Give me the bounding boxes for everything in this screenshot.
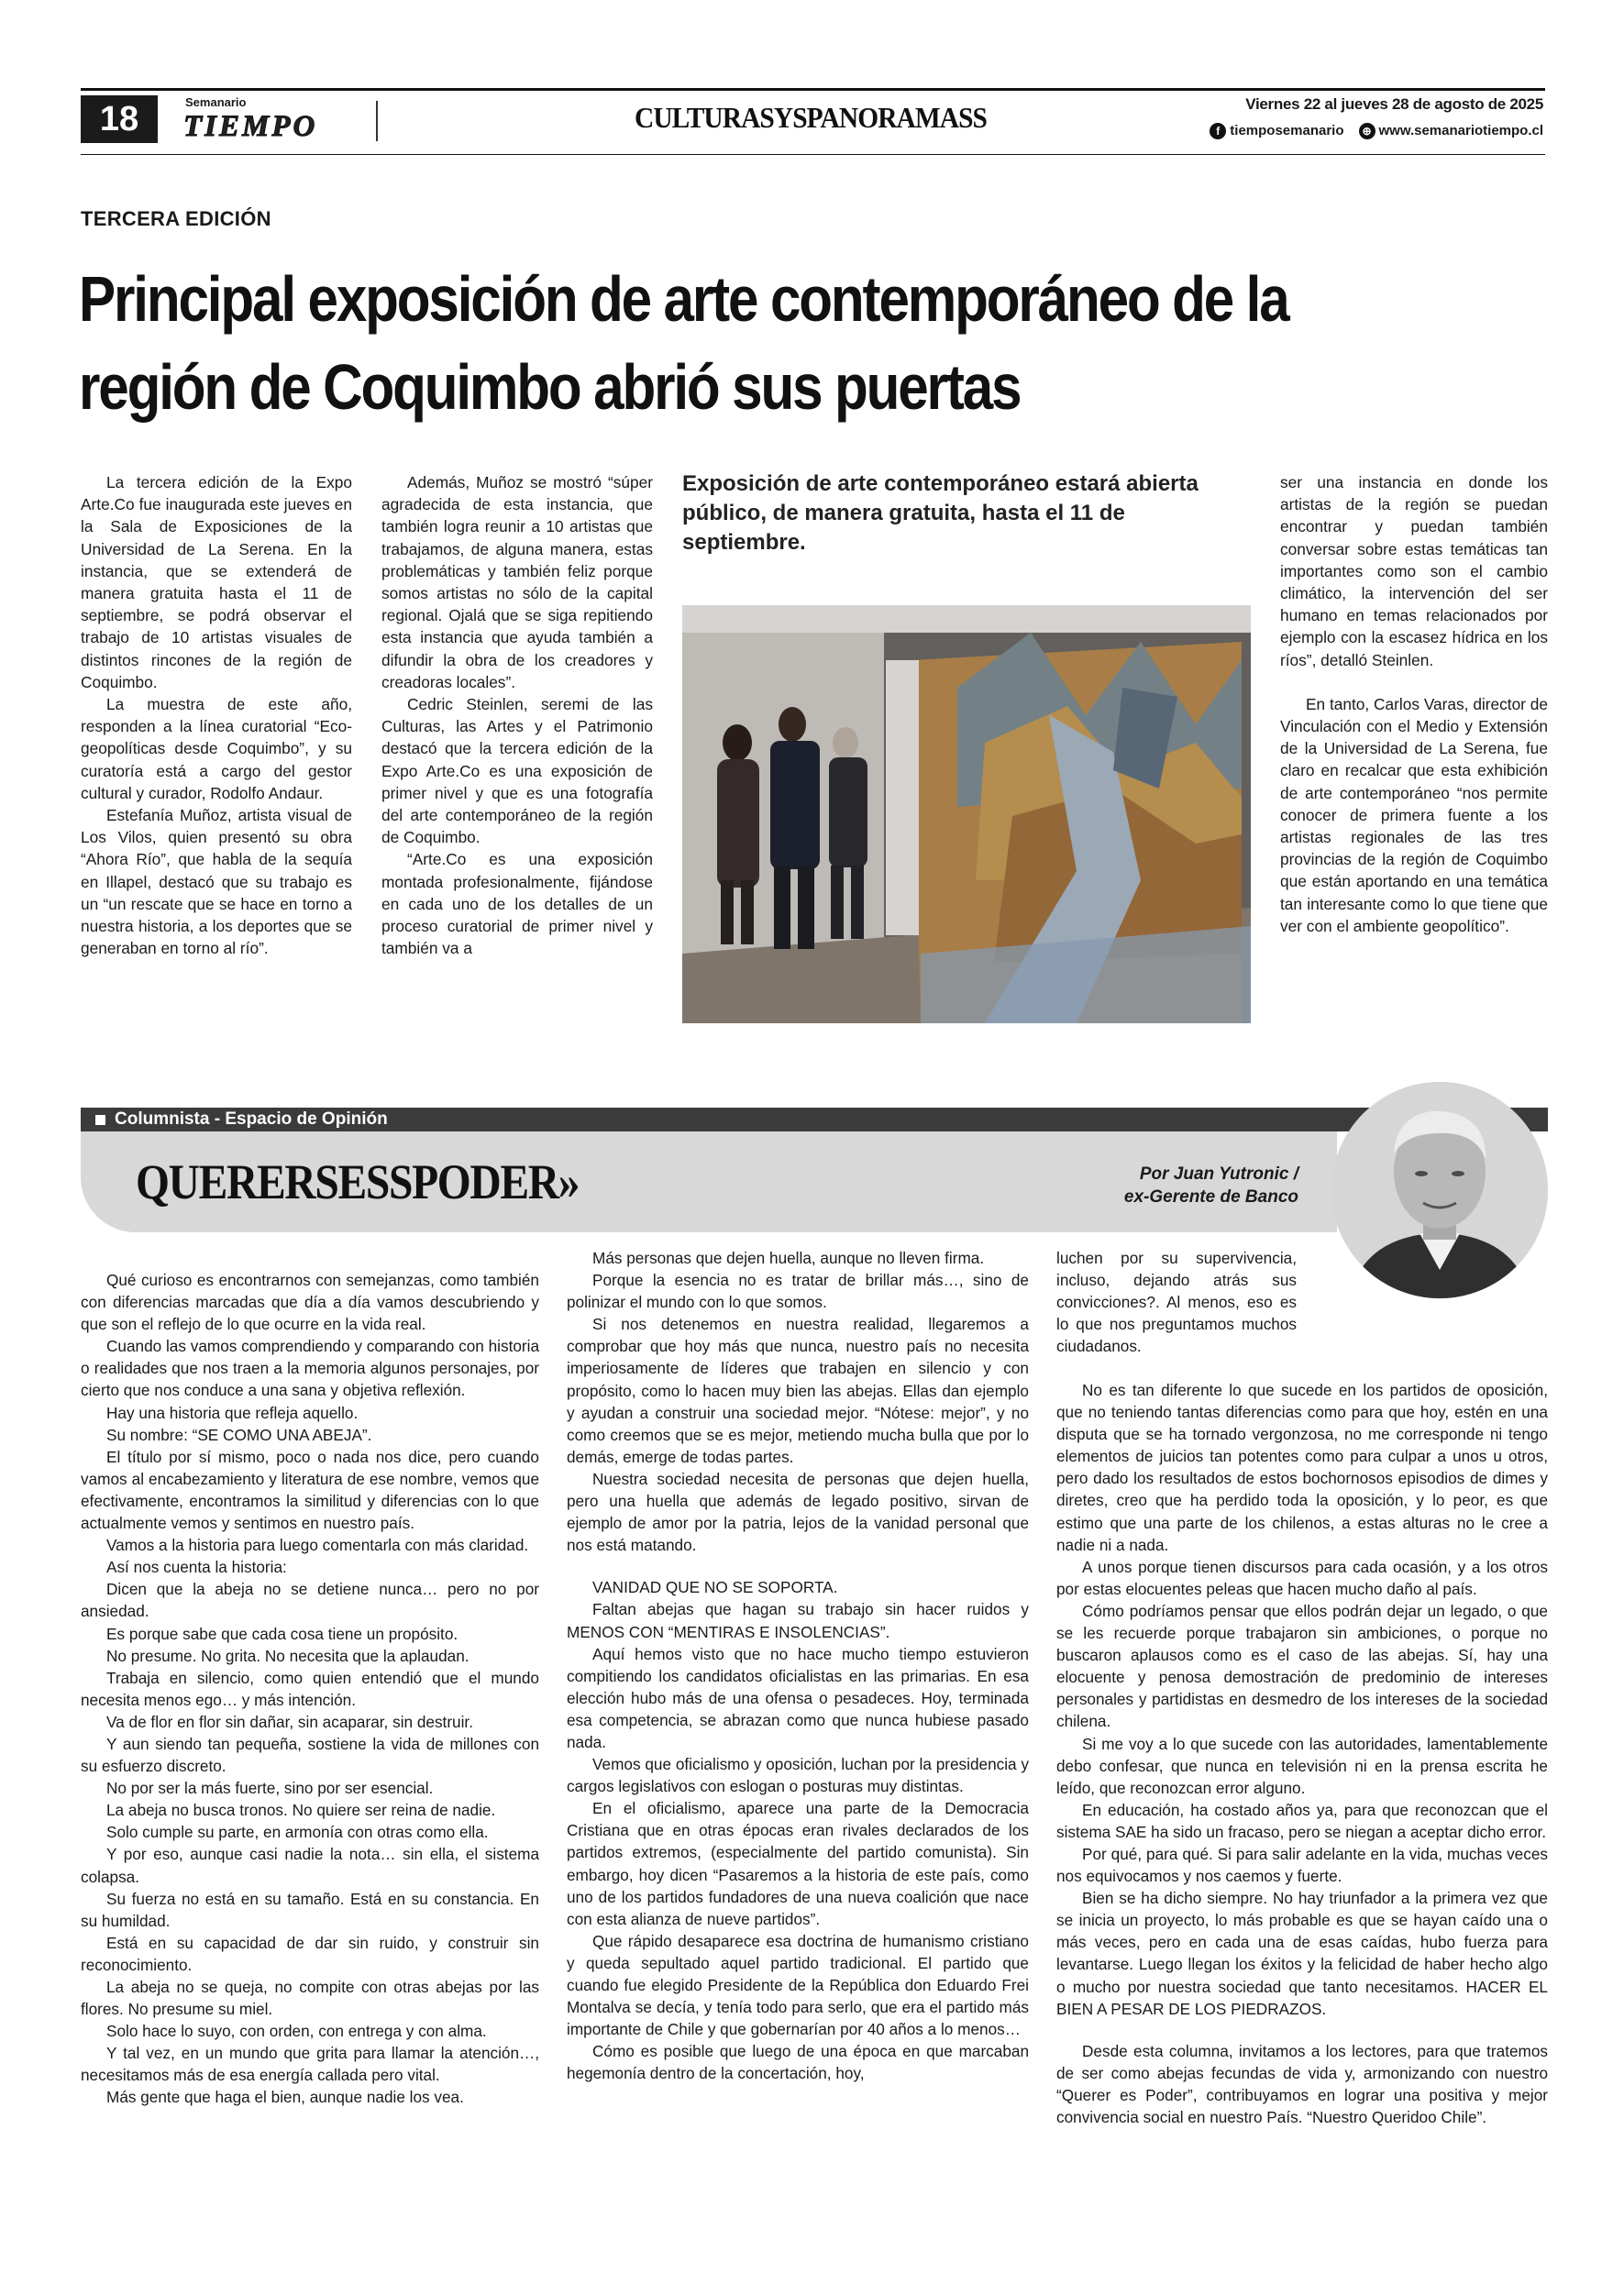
exhibition-photo-illustration (682, 605, 1251, 1023)
opinion-paragraph: No por ser la más fuerte, sino por ser esencial. (106, 1779, 434, 1798)
article-paragraph: Cedric Steinlen, seremi de las Culturas, las Artes y el Patrimonio destacó que la tercera edición de la Expo Arte.Co es una exposición de primer nivel y que es una fotografía del arte contemporáneo de la región de Coquimbo. (381, 695, 653, 847)
header-top-rule (81, 88, 1545, 91)
opinion-paragraph: Aquí hemos visto que no hace mucho tiempo estuvieron compitiendo los candidatos oficialistas en las primarias. En esa elección hubo más de una ofensa o pesadeces. Hoy, terminada esa competencia, se abrazan como que nunca hubiese pasado nada. (567, 1644, 1029, 1751)
page-number: 18 (81, 95, 158, 143)
opinion-paragraph: Vamos a la historia para luego comentarla con más claridad. (106, 1536, 529, 1555)
article-paragraph: La muestra de este año, responden a la línea curatorial “Eco-geopolíticas desde Coquimbo”, y su curatoría está a cargo del gestor cultural y curador, Rodolfo Andaur. (81, 695, 352, 802)
opinion-paragraph: Desde esta columna, invitamos a los lectores, para que tratemos de ser como abejas fecundas de vida y, armonizando con nuestro “Querer es Poder”, contribuyamos en lograr una positiva y mejor convivencia social en nuestro País. “Nuestro Queridoo Chile”. (1056, 2041, 1548, 2126)
opinion-band-label (95, 1109, 388, 1130)
opinion-paragraph: No presume. No grita. No necesita que la aplaudan. (106, 1646, 470, 1665)
facebook-link[interactable] (1210, 123, 1343, 139)
publication-logo (180, 95, 380, 145)
logo-main-text: TIEMPO (183, 110, 318, 143)
article-paragraph: ser una instancia en donde los artistas de la región se puedan encontrar y puedan también conversar sobre estas temáticas tan importantes como son el cambio climático, la intervención del ser humano en temas relacionados por ejemplo con la escasez hídrica en los ríos”, detalló Steinlen. (1280, 473, 1548, 669)
opinion-paragraph: Hay una historia que refleja aquello. (106, 1403, 359, 1422)
article-deck: Exposición de arte contemporáneo estará abierta público, de manera gratuita, hasta el 11 de septiembre. (682, 471, 1199, 555)
article-headline: Principal exposición de arte contemporáneo de la región de Coquimbo abrió sus puertas (79, 263, 1288, 423)
column-title: QUERERSESSPODER» (136, 1154, 580, 1209)
opinion-paragraph: Su fuerza no está en su tamaño. Está en su constancia. En su humildad. (81, 1889, 539, 1930)
opinion-paragraph: Cómo es posible que luego de una época en que marcaban hegemonía dentro de la concertación, hoy, (567, 2042, 1029, 2083)
article-paragraph: La tercera edición de la Expo Arte.Co fue inaugurada este jueves en la Sala de Exposiciones de la Universidad de La Serena. En la instancia, que se extenderá de manera gratuita hasta el 11 de septiembre, se podrá observar el trabajo de 10 artistas visuales de distintos rincones de la región de Coquimbo. (81, 473, 352, 691)
article-paragraph: Además, Muñoz se mostró “súper agradecida de esta instancia, que también logra reunir a 10 artistas que trabajamos, de alguna manera, estas problemáticas y también feliz porque somos artistas no sólo de la capital regional. Ojalá que se siga repitiendo esta instancia que ayuda también a difundir la obra de los creadores y creadoras locales”. (381, 473, 653, 691)
opinion-paragraph: Su nombre: “SE COMO UNA ABEJA”. (106, 1425, 372, 1444)
opinion-subheading: VANIDAD QUE NO SE SOPORTA. (592, 1578, 838, 1597)
opinion-paragraph: Bien se ha dicho siempre. No hay triunfador a la primera vez que se inicia un proyecto, lo más probable es que se hayan caído una o más veces, pero en cada una de esas caídas, hubo fuerza para levantarse. Luego llegan los éxitos y la felicidad de haber hecho algo o mucho por nuestra sociedad que tanto necesitamos. HACER EL BIEN A PESAR DE LOS PIEDRAZOS. (1056, 1889, 1548, 2018)
opinion-paragraph: Cómo podríamos pensar que ellos podrán dejar un legado, o que se les recuerde porque trabajaron sin ambiciones, o porque no buscaron aplausos como es el caso de las abejas. Sí, hay una elocuente y penosa demostración de predominio de intereses personales y partidistas en desmedro de los intereses de la sociedad chilena. (1056, 1601, 1548, 1731)
globe-icon: ⊕ (1359, 123, 1375, 139)
website-url: www.semanariotiempo.cl (1378, 123, 1543, 138)
opinion-paragraph: Faltan abejas que hagan su trabajo sin hacer ruidos y MENOS CON “MENTIRAS E INSOLENCIAS”. (567, 1600, 1029, 1641)
opinion-paragraph: Es porque sabe que cada cosa tiene un propósito. (106, 1624, 458, 1643)
opinion-paragraph: Más gente que haga el bien, aunque nadie los vea. (106, 2088, 464, 2107)
author-portrait (1331, 1082, 1548, 1298)
opinion-paragraph: Dicen que la abeja no se detiene nunca… pero no por ansiedad. (81, 1580, 539, 1621)
article-paragraph: En tanto, Carlos Varas, director de Vinculación con el Medio y Extensión de la Universidad de La Serena, fue claro en recalcar que esta exhibición de arte contemporáneo “nos permite conocer de primera fuente a los artistas regionales de las tres provincias de la región de Coquimbo que están aportando en una temática tan interesante como lo que tiene que ver con el ambiente geopolítico”. (1280, 694, 1548, 935)
byline-author: Por Juan Yutronic / (1139, 1164, 1298, 1184)
article-column-4 (1280, 471, 1548, 937)
article-paragraph: “Arte.Co es una exposición montada profesionalmente, fijándose en cada uno de los detalles de un proceso curatorial de primer nivel y también va a (381, 850, 653, 958)
logo-small-text: Semanario (185, 95, 247, 109)
opinion-paragraph: Por qué, para qué. Si para salir adelante en la vida, muchas veces nos equivocamos y nos caemos y fuerte. (1056, 1844, 1548, 1886)
opinion-paragraph: Y por eso, aunque casi nadie la nota… sin ella, el sistema colapsa. (81, 1845, 539, 1886)
logo-divider (376, 101, 378, 141)
opinion-paragraph: luchen por su supervivencia, incluso, dejando atrás sus convicciones?. Al menos, eso es lo que nos preguntamos muchos ciudadanos. (1056, 1249, 1297, 1356)
opinion-paragraph: Solo hace lo suyo, con orden, con entrega y con alma. (106, 2022, 487, 2041)
opinion-paragraph: Nuestra sociedad necesita de personas que dejen huella, pero una huella que además de legado positivo, sirvan de ejemplo de amor por la patria, lejos de la vanidad personal que nos está matando. (567, 1469, 1029, 1555)
section-title: CULTURASYSPANORAMASS (635, 101, 988, 134)
opinion-paragraph: En educación, ha costado años ya, para que reconozcan que el sistema SAE ha sido un fracaso, pero se niegan a aceptar dicho error. (1056, 1800, 1548, 1841)
website-link[interactable] (1359, 123, 1544, 139)
opinion-paragraph: Está en su capacidad de dar sin ruido, y construir sin reconocimiento. (81, 1933, 539, 1974)
opinion-paragraph: La abeja no busca tronos. No quiere ser reina de nadie. (106, 1801, 496, 1820)
opinion-paragraph: Si nos detenemos en nuestra realidad, llegaremos a comprobar que hoy más que nunca, nuestro país no necesita imperiosamente de líderes que trabajen en silencio y con propósito, como lo hacen muy bien las abejas. Ellas dan ejemplo y ayudan a construir una sociedad mejor. “Nótese: mejor”, y no como creemos que se es mejor, metiendo mucha bulla que por lo demás, emerge de todas partes. (567, 1315, 1029, 1466)
opinion-paragraph: La abeja no se queja, no compite con otras abejas por las flores. No presume su miel. (81, 1978, 539, 2019)
opinion-column-2 (567, 1247, 1029, 2084)
opinion-paragraph: Porque la esencia no es tratar de brillar más…, sino de polinizar el mundo con lo que somos. (567, 1271, 1029, 1312)
opinion-paragraph: Va de flor en flor sin dañar, sin acaparar, sin destruir. (106, 1712, 473, 1731)
author-portrait-illustration (1331, 1082, 1548, 1298)
opinion-paragraph: Si me voy a lo que sucede con las autoridades, lamentablemente debo confesar, que nunca en televisión ni en la prensa escrita he leído, que reconozcan error alguno. (1056, 1734, 1548, 1797)
opinion-paragraph: El título por sí mismo, poco o nada nos dice, pero cuando vamos al encabezamiento y literatura de ese nombre, vemos que efectivamente, encontramos la similitud y diferencias con lo que actualmente vemos y sentimos en nuestro país. (81, 1447, 539, 1533)
article-column-2 (381, 471, 653, 959)
opinion-column-3 (1056, 1379, 1548, 2128)
opinion-paragraph: Cuando las vamos comprendiendo y comparando con historia o realidades que nos traen a la memoria algunos personajes, por cierto que nos conduce a una sana y objetiva reflexión. (81, 1337, 539, 1400)
opinion-paragraph: Trabaja en silencio, como quien entendió que el mundo necesita menos ego… y más intención. (81, 1668, 539, 1709)
article-kicker: TERCERA EDICIÓN (81, 207, 271, 230)
opinion-paragraph: Que rápido desaparece esa doctrina de humanismo cristiano y queda sepultado aquel partido tradicional. El partido que cuando fue elegido Presidente de la República don Eduardo Frei Montalva se decía, y tenía todo para serlo, que era el partido más importante de Chile y que gobernarían por 40 años a lo menos… (567, 1931, 1029, 2039)
opinion-band-text: Columnista - Espacio de Opinión (115, 1109, 388, 1129)
facebook-icon: f (1210, 123, 1226, 139)
article-column-1 (81, 471, 352, 959)
square-bullet-icon (95, 1115, 105, 1125)
opinion-paragraph: No es tan diferente lo que sucede en los partidos de oposición, que no teniendo tantas diferencias como para que hoy, estén en una disputa que se ha tornado vergonzosa, no me corresponde ni tengo elementos de juicios tan potentes como para culpar a unos u otros, pero dado los resultados de estos bochornosos episodios de dimes y diretes, creo que ha perdido toda la oposición, y lo peor, es que estimo que una parte de los chilenos, a estas alturas no le cree a nadie ni a nada. (1056, 1381, 1548, 1554)
opinion-column-1 (81, 1269, 539, 2109)
opinion-paragraph: Vemos que oficialismo y oposición, luchan por la presidencia y cargos legislativos con eslogan o posturas muy distintas. (567, 1755, 1029, 1796)
opinion-paragraph: Así nos cuenta la historia: (106, 1558, 287, 1577)
byline-role: ex-Gerente de Banco (1123, 1187, 1298, 1207)
opinion-paragraph: Y tal vez, en un mundo que grita para llamar la atención…, necesitamos más de esa energía callada pero vital. (81, 2044, 539, 2085)
facebook-handle: tiemposemanario (1230, 123, 1344, 138)
opinion-column-3-top (1056, 1247, 1297, 1357)
opinion-paragraph: Y aun siendo tan pequeña, sostiene la vida de millones con su esfuerzo discreto. (81, 1734, 539, 1776)
opinion-paragraph: Solo cumple su parte, en armonía con otras como ella. (106, 1823, 489, 1842)
social-links (1210, 123, 1543, 139)
exhibition-photo (682, 605, 1251, 1023)
opinion-paragraph: Qué curioso es encontrarnos con semejanzas, como también con diferencias marcadas que día a día vamos descubriendo y que son el reflejo de lo que ocurre en la vida real. (81, 1271, 539, 1334)
header-bottom-rule (81, 154, 1545, 155)
article-paragraph: Estefanía Muñoz, artista visual de Los Vilos, quien presentó su obra “Ahora Río”, que habla de la sequía en Illapel, destacó que su trabajo es un “un rescate que se hace en torno a nuestra historia, a los deportes que se generaban en torno al río”. (81, 806, 352, 958)
issue-date: Viernes 22 al jueves 28 de agosto de 2025 (1245, 95, 1543, 113)
column-byline (1082, 1163, 1298, 1208)
opinion-paragraph: A unos porque tienen discursos para cada ocasión, y a los otros por estas elocuentes peleas que hacen mucho daño al país. (1056, 1557, 1548, 1598)
opinion-paragraph: En el oficialismo, aparece una parte de la Democracia Cristiana que en otras épocas eran rivales declarados de los partidos extremos, (especialmente del partido comunista). Sin embargo, hoy dicen “Pasaremos a la historia de este país, como uno de los partidos fundadores de una nueva coalición que nace con esta alianza de nueve partidos”. (567, 1799, 1029, 1928)
opinion-paragraph: Más personas que dejen huella, aunque no lleven firma. (592, 1249, 985, 1267)
